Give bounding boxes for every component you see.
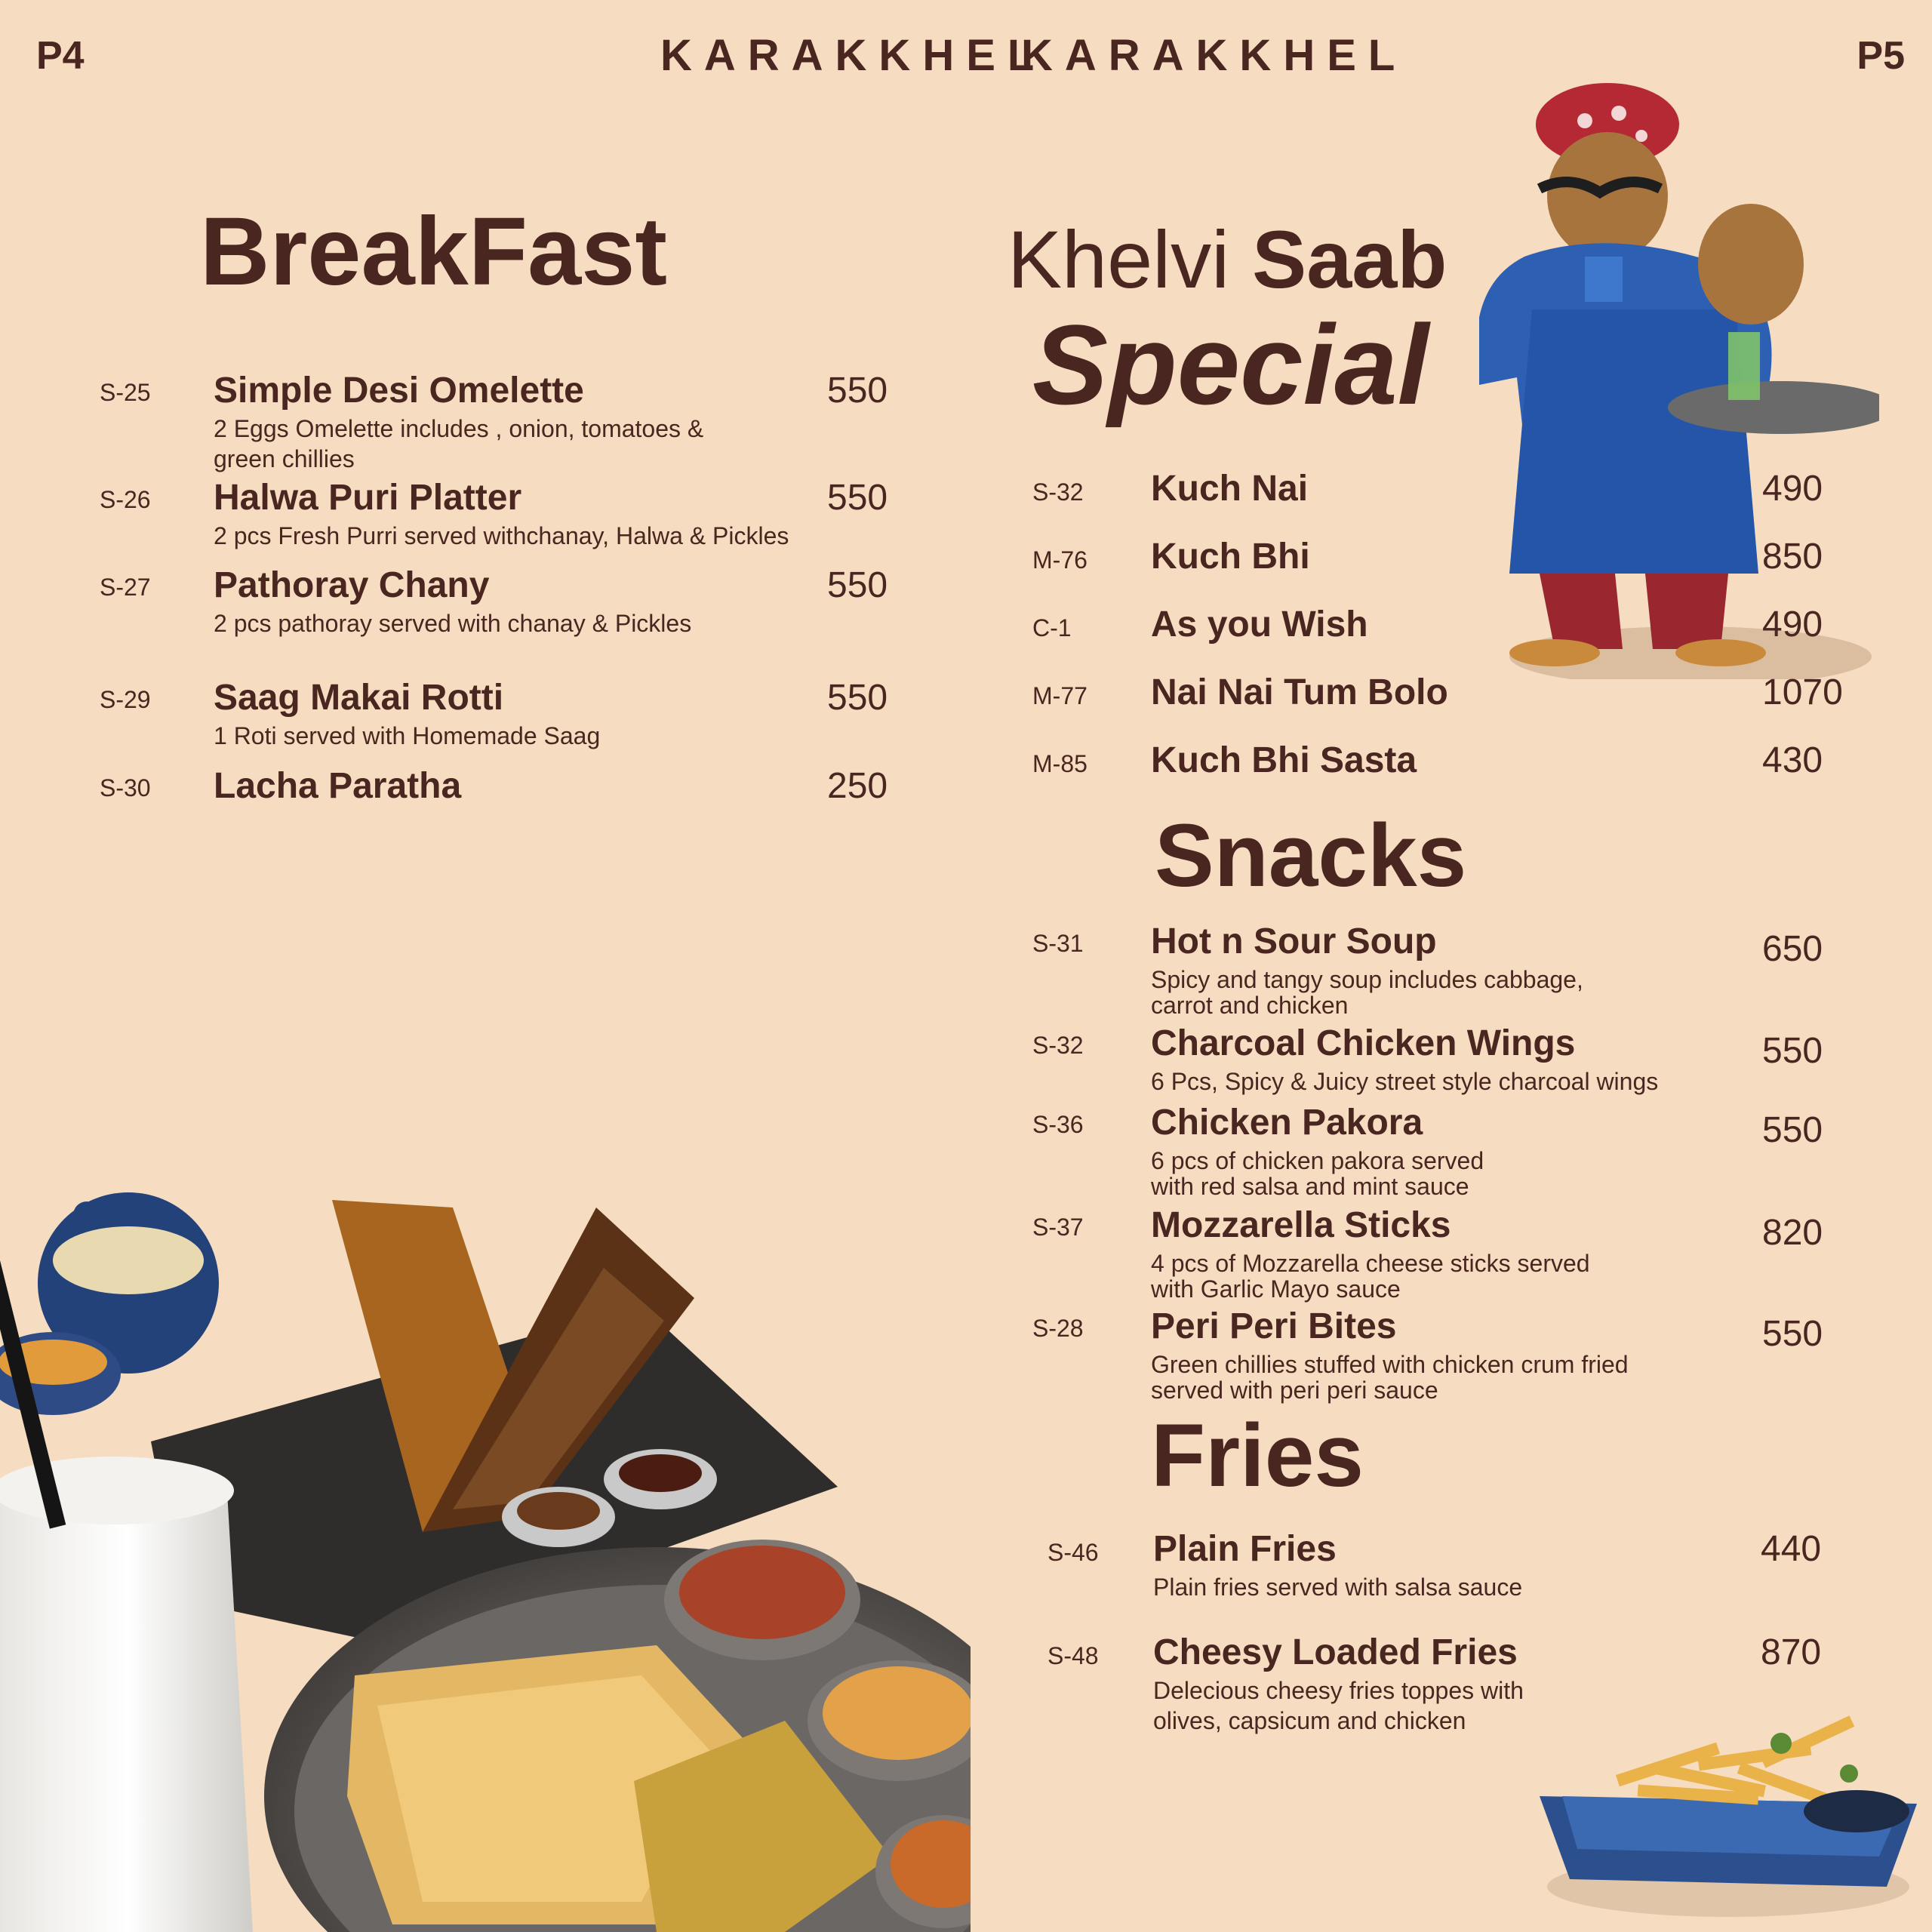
breakfast-item-price: 550	[827, 565, 888, 605]
special-title	[1008, 214, 1447, 305]
special-item-price: 1070	[1762, 672, 1843, 712]
right-page-number: P5	[1857, 34, 1905, 78]
breakfast-item-code: S-26	[100, 486, 151, 513]
snacks-item-name: Mozzarella Sticks	[1151, 1205, 1451, 1245]
snacks-item-name: Peri Peri Bites	[1151, 1306, 1397, 1346]
snacks-item-description: 6 Pcs, Spicy & Juicy street style charcoal wings	[1151, 1068, 1659, 1095]
special-item-price: 490	[1762, 605, 1823, 645]
breakfast-item-description: 2 pcs pathoray served with chanay & Pickles	[214, 610, 692, 637]
breakfast-item-price: 550	[827, 371, 888, 411]
fries-plate-photo	[1532, 1690, 1932, 1932]
snacks-item-code: S-31	[1032, 930, 1084, 957]
snacks-item-description: served with peri peri sauce	[1151, 1377, 1438, 1404]
fries-item-code: S-46	[1048, 1539, 1099, 1566]
snacks-item-description: with Garlic Mayo sauce	[1151, 1275, 1401, 1303]
left-brand-name: KARAKKHEL	[660, 31, 1047, 80]
special-title-script: Special	[1032, 301, 1429, 428]
snacks-item-description: Spicy and tangy soup includes cabbage,	[1151, 966, 1583, 993]
snacks-item-description: carrot and chicken	[1151, 992, 1349, 1019]
fries-title: Fries	[1151, 1406, 1364, 1506]
special-item-price: 490	[1762, 469, 1823, 509]
snacks-item-description: 6 pcs of chicken pakora served	[1151, 1147, 1484, 1174]
fries-item-price: 440	[1761, 1529, 1822, 1569]
snacks-item-code: S-36	[1032, 1111, 1084, 1138]
breakfast-item-name: Pathoray Chany	[214, 565, 490, 605]
snacks-item-name: Chicken Pakora	[1151, 1103, 1423, 1143]
fries-item-description: Delecious cheesy fries toppes with	[1153, 1677, 1524, 1704]
breakfast-item-name: Halwa Puri Platter	[214, 478, 522, 518]
special-item-name: Kuch Bhi	[1151, 537, 1310, 577]
snacks-item-price: 820	[1762, 1213, 1823, 1253]
special-item-name: Nai Nai Tum Bolo	[1151, 672, 1448, 712]
snacks-item-name: Hot n Sour Soup	[1151, 921, 1437, 961]
fries-item-description: Plain fries served with salsa sauce	[1153, 1574, 1523, 1601]
breakfast-item-description: green chillies	[214, 445, 355, 472]
special-item-name: Kuch Nai	[1151, 469, 1309, 509]
special-item-price: 430	[1762, 740, 1823, 780]
breakfast-item-price: 550	[827, 678, 888, 718]
snacks-item-code: S-28	[1032, 1315, 1084, 1342]
breakfast-item-description: 2 Eggs Omelette includes , onion, tomatoes &	[214, 415, 704, 442]
snacks-item-description: 4 pcs of Mozzarella cheese sticks served	[1151, 1250, 1590, 1277]
fries-item-name: Plain Fries	[1153, 1529, 1337, 1569]
snacks-item-price: 550	[1762, 1031, 1823, 1071]
breakfast-title: BreakFast	[200, 198, 667, 306]
snacks-item-code: S-32	[1032, 1032, 1084, 1059]
waiter-illustration	[1479, 75, 1879, 679]
breakfast-item-name: Saag Makai Rotti	[214, 678, 504, 718]
special-item-code: M-85	[1032, 750, 1088, 777]
snacks-item-code: S-37	[1032, 1214, 1084, 1241]
fries-item-description: olives, capsicum and chicken	[1153, 1707, 1466, 1734]
right-brand-name: KARAKKHEL	[1021, 31, 1407, 80]
special-item-code: M-77	[1032, 682, 1088, 709]
fries-item-code: S-48	[1048, 1642, 1099, 1669]
breakfast-item-name: Simple Desi Omelette	[214, 371, 584, 411]
special-title-light: Khelvi	[1008, 214, 1230, 305]
fries-item-name: Cheesy Loaded Fries	[1153, 1632, 1518, 1672]
breakfast-item-description: 1 Roti served with Homemade Saag	[214, 722, 601, 749]
special-item-code: C-1	[1032, 614, 1072, 641]
breakfast-item-code: S-25	[100, 379, 151, 406]
breakfast-item-description: 2 pcs Fresh Purri served withchanay, Halwa & Pickles	[214, 522, 789, 549]
breakfast-item-name: Lacha Paratha	[214, 766, 462, 806]
special-item-code: M-76	[1032, 546, 1088, 574]
snacks-item-price: 550	[1762, 1314, 1823, 1354]
left-page-number: P4	[36, 34, 85, 78]
breakfast-item-code: S-29	[100, 686, 151, 713]
snacks-item-description: with red salsa and mint sauce	[1151, 1173, 1469, 1200]
special-item-name: As you Wish	[1151, 605, 1368, 645]
breakfast-item-code: S-27	[100, 574, 151, 601]
breakfast-item-price: 250	[827, 766, 888, 806]
special-title-bold: Saab	[1252, 214, 1447, 305]
snacks-item-name: Charcoal Chicken Wings	[1151, 1023, 1576, 1063]
breakfast-item-price: 550	[827, 478, 888, 518]
special-item-name: Kuch Bhi Sasta	[1151, 740, 1417, 780]
snacks-item-description: Green chillies stuffed with chicken crum fried	[1151, 1351, 1629, 1378]
breakfast-food-photo	[0, 1177, 971, 1932]
snacks-item-price: 650	[1762, 929, 1823, 969]
special-item-price: 850	[1762, 537, 1823, 577]
breakfast-item-code: S-30	[100, 774, 151, 801]
fries-item-price: 870	[1761, 1632, 1822, 1672]
special-item-code: S-32	[1032, 478, 1084, 506]
snacks-title: Snacks	[1155, 806, 1467, 906]
snacks-item-price: 550	[1762, 1110, 1823, 1150]
